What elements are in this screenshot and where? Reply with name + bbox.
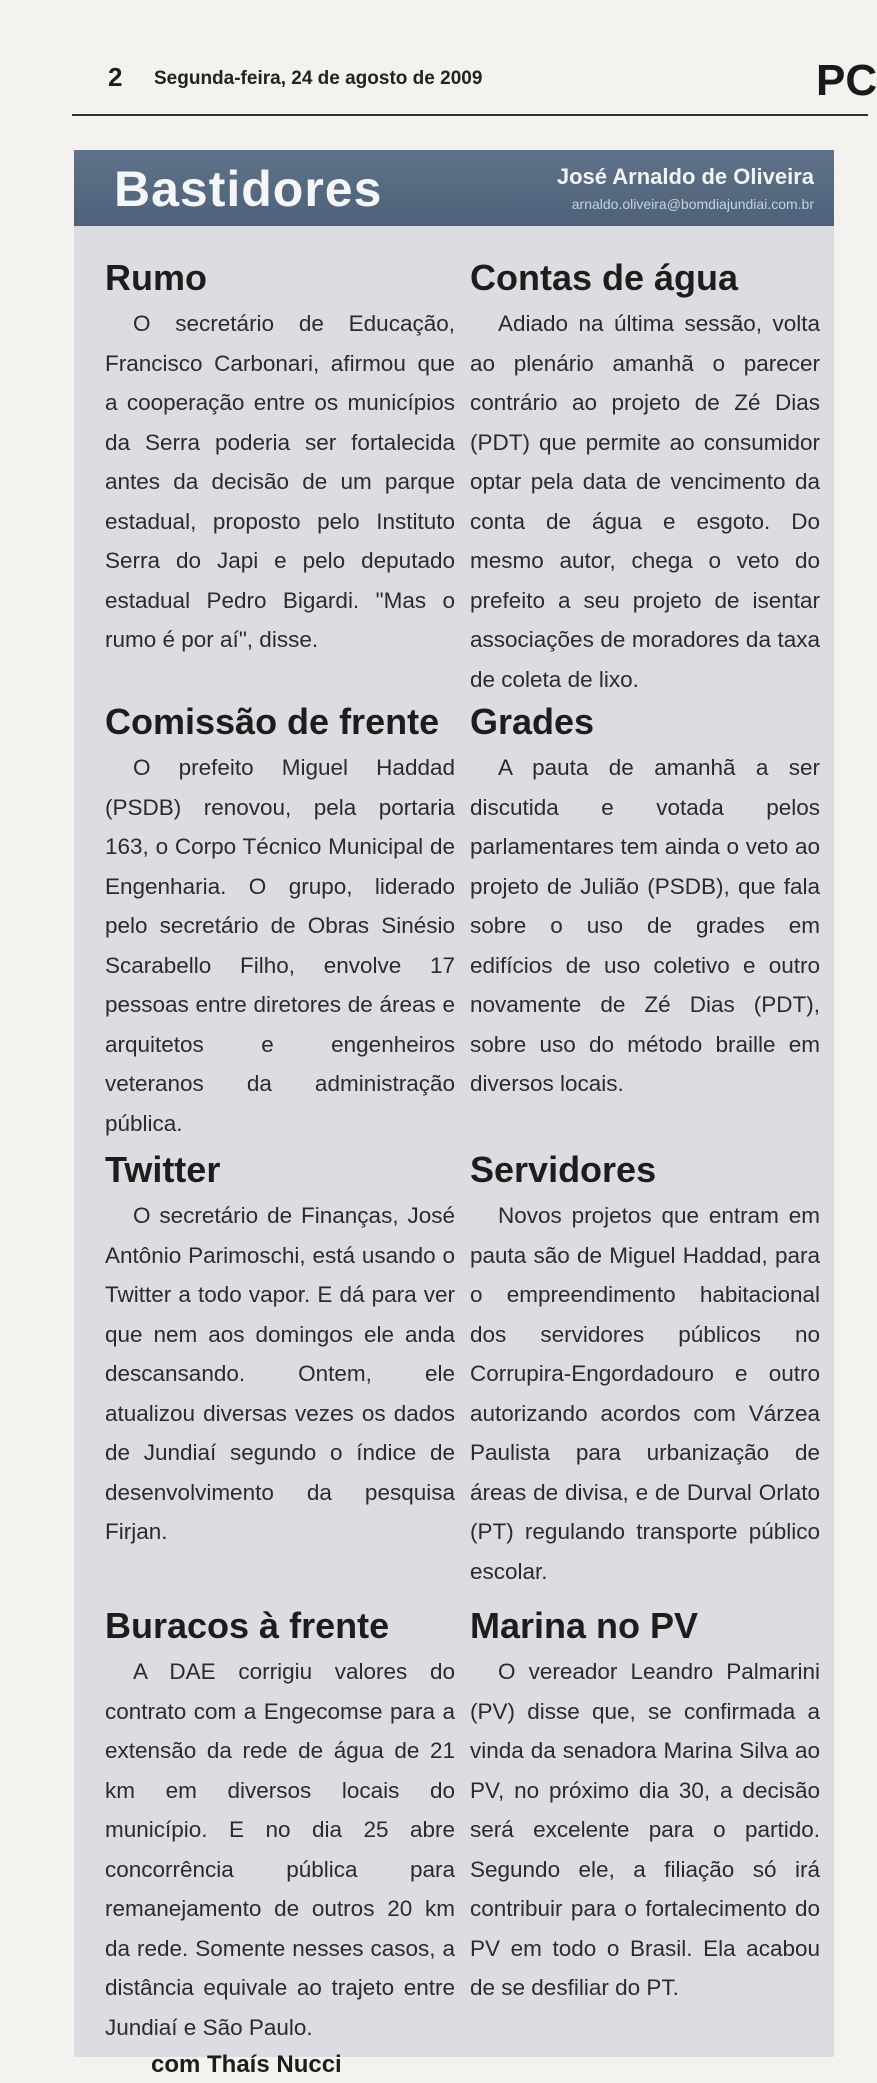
story-title: Buracos à frente bbox=[105, 1605, 390, 1646]
page-number: 2 bbox=[108, 62, 123, 92]
columnist-name: José Arnaldo de Oliveira bbox=[556, 164, 814, 189]
story-title: Servidores bbox=[470, 1149, 657, 1190]
column-banner bbox=[74, 150, 834, 226]
story-contas-de-agua bbox=[470, 256, 820, 699]
story-title: Comissão de frente bbox=[105, 701, 440, 742]
adjacent-column-fragment: PC bbox=[816, 56, 877, 105]
contributor-byline: com Thaís Nucci bbox=[151, 2051, 342, 2078]
header-rule bbox=[72, 114, 868, 116]
story-body: O secretário de Educação, Francisco Carbonari, afirmou que a cooperação entre os municípios da Serra poderia ser fortalecida antes da decisão de um parque estadual, proposto pelo Instituto Serra do Japi e pelo deputado estadual Pedro Bigardi. "Mas o rumo é por aí", disse. bbox=[105, 311, 455, 652]
story-body: Adiado na última sessão, volta ao plenário amanhã o parecer contrário ao projeto de Zé Dias (PDT) que permite ao consumidor optar pela data de vencimento da conta de água e esgoto. Do mesmo autor, chega o veto do prefeito a seu projeto de isentar associações de moradores da taxa de coleta de lixo. bbox=[470, 311, 820, 692]
story-body: O vereador Leandro Palmarini (PV) disse que, se confirmada a vinda da senadora Marina Silva ao PV, no próximo dia 30, a decisão será excelente para o partido. Segundo ele, a filiação só irá contribuir para o fortalecimento do PV em todo o Brasil. Ela acabou de se desfiliar do PT. bbox=[470, 1659, 820, 2000]
story-grades bbox=[470, 700, 820, 1104]
issue-date: Segunda-feira, 24 de agosto de 2009 bbox=[154, 68, 483, 89]
story-title: Twitter bbox=[105, 1149, 221, 1190]
story-buracos-a-frente bbox=[105, 1604, 455, 2083]
columnist-email: arnaldo.oliveira@bomdiajundiai.com.br bbox=[571, 196, 814, 212]
story-body: O prefeito Miguel Haddad (PSDB) renovou, pela portaria 163, o Corpo Técnico Municipal de Engenharia. O grupo, liderado pelo secretário de Obras Sinésio Scarabello Filho, envolve 17 pessoas entre diretores de áreas e arquitetos e engenheiros veteranos da administração pública. bbox=[105, 755, 455, 1136]
story-title: Rumo bbox=[105, 257, 207, 298]
story-marina-no-pv bbox=[470, 1604, 820, 2008]
story-comissao-de-frente bbox=[105, 700, 455, 1143]
story-body: O secretário de Finanças, José Antônio Parimoschi, está usando o Twitter a todo vapor. E dá para ver que nem aos domingos ele anda descansando. Ontem, ele atualizou diversas vezes os dados de Jundiaí segundo o índice de desenvolvimento da pesquisa Firjan. bbox=[105, 1203, 455, 1544]
column-title: Bastidores bbox=[114, 161, 383, 217]
story-rumo bbox=[105, 256, 455, 660]
story-title: Contas de água bbox=[470, 257, 739, 298]
story-body: Novos projetos que entram em pauta são de Miguel Haddad, para o empreendimento habitacional dos servidores públicos no Corrupira-Engordadouro e outro autorizando acordos com Várzea Paulista para urbanização de áreas de divisa, e de Durval Orlato (PT) regulando transporte público escolar. bbox=[470, 1203, 820, 1584]
page-header bbox=[0, 0, 877, 116]
story-twitter bbox=[105, 1148, 455, 1552]
story-body: A pauta de amanhã a ser discutida e votada pelos parlamentares tem ainda o veto ao projeto de Julião (PSDB), que fala sobre o uso de grades em edifícios de uso coletivo e outro novamente de Zé Dias (PDT), sobre uso do método braille em diversos locais. bbox=[470, 755, 820, 1096]
story-title: Marina no PV bbox=[470, 1605, 699, 1646]
story-title: Grades bbox=[470, 701, 595, 742]
story-body: A DAE corrigiu valores do contrato com a Engecomse para a extensão da rede de água de 21 km em diversos locais do município. E no dia 25 abre concorrência pública para remanejamento de outros 20 km da rede. Somente nesses casos, a distância equivale ao trajeto entre Jundiaí e São Paulo. bbox=[105, 1659, 455, 2040]
story-servidores bbox=[470, 1148, 820, 1591]
